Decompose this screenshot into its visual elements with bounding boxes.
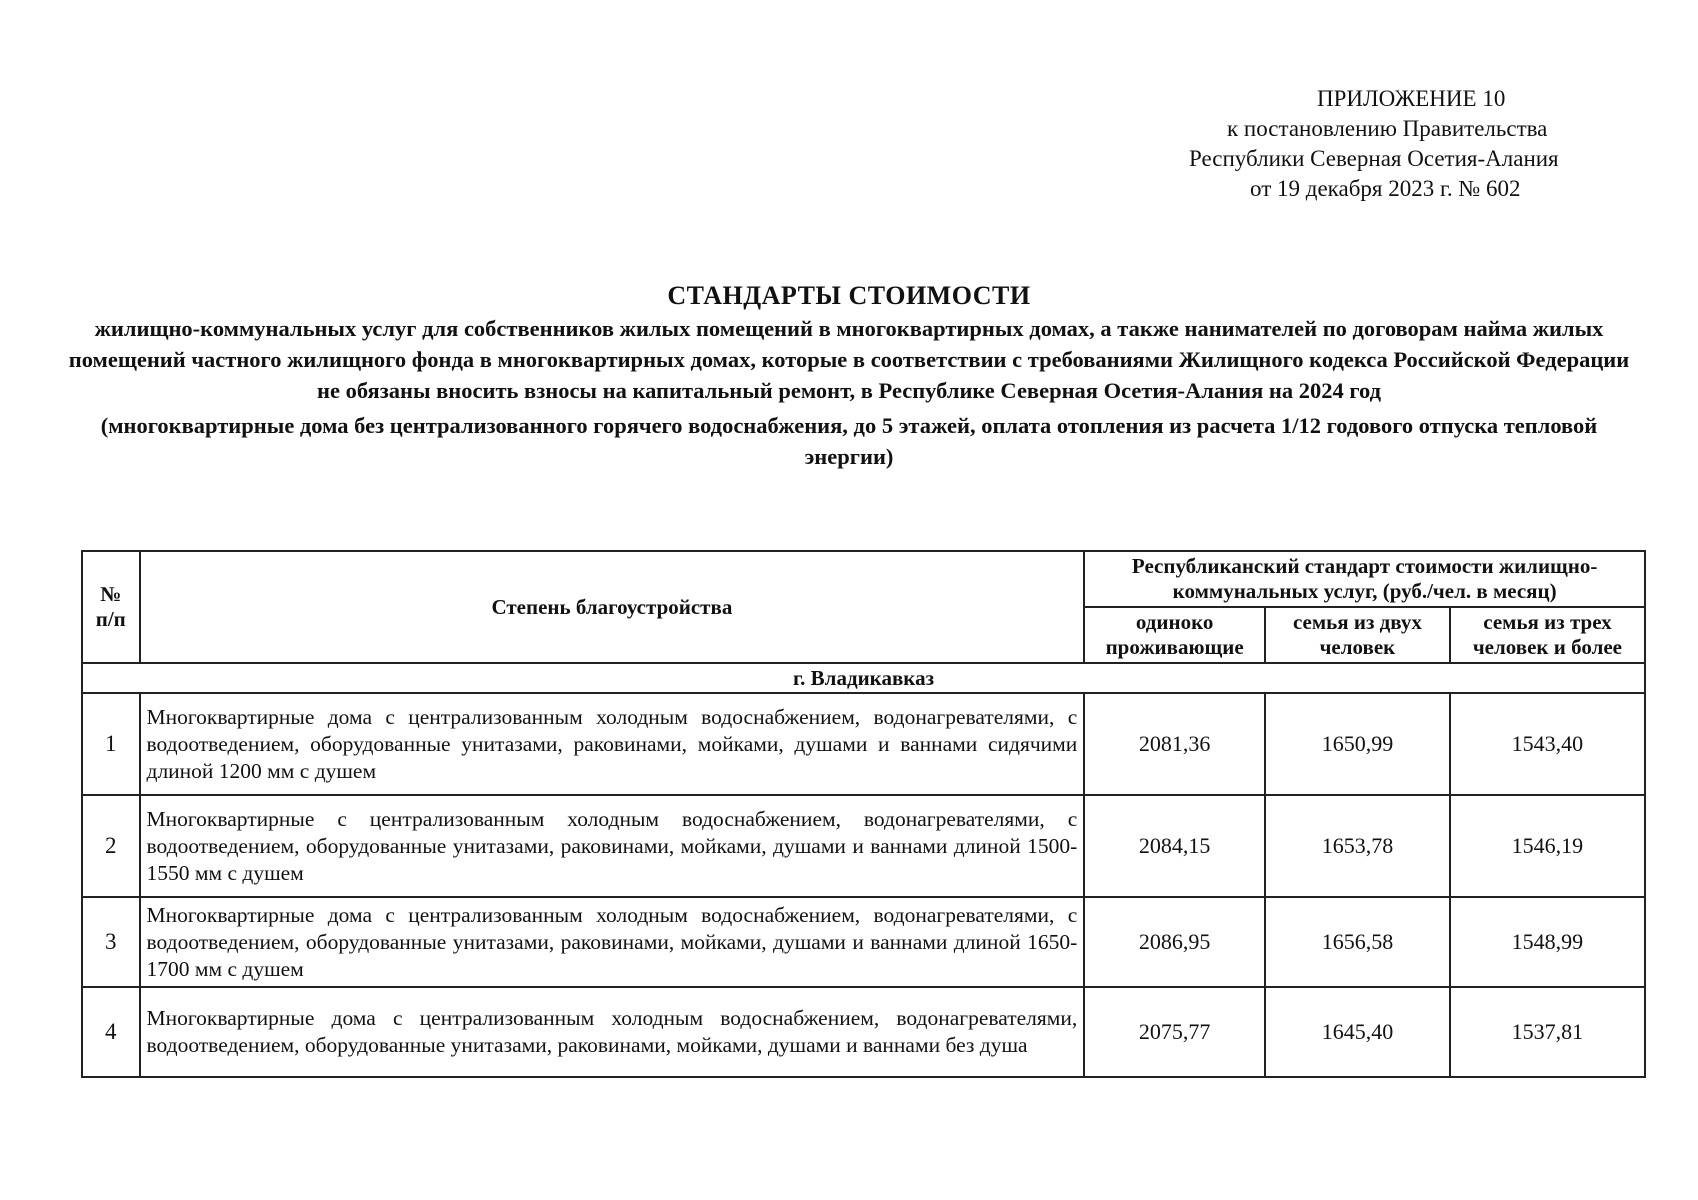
value-two: 1656,58 — [1265, 897, 1450, 987]
row-number: 2 — [82, 795, 140, 897]
header-two: семья из двух человек — [1265, 607, 1450, 663]
table-row — [82, 693, 1645, 795]
row-description: Многоквартирные дома с централизованным холодным водоснабжением, водонагревателями, с водоотведением, оборудованные унитазами, раковинами, мойками, душами и ваннами сидячими длиной 1200 мм с душем — [140, 693, 1085, 795]
value-three: 1537,81 — [1450, 987, 1645, 1077]
standards-table — [81, 550, 1646, 1078]
header-num: № п/п — [82, 551, 140, 663]
value-two: 1653,78 — [1265, 795, 1450, 897]
value-single: 2081,36 — [1084, 693, 1265, 795]
value-single: 2084,15 — [1084, 795, 1265, 897]
appendix-number: ПРИЛОЖЕНИЕ 10 — [1317, 86, 1506, 111]
row-number: 3 — [82, 897, 140, 987]
row-number: 4 — [82, 987, 140, 1077]
document-title: СТАНДАРТЫ СТОИМОСТИ — [667, 281, 1031, 310]
table-row — [82, 897, 1645, 987]
value-two: 1645,40 — [1265, 987, 1450, 1077]
header-three: семья из трех человек и более — [1450, 607, 1645, 663]
row-description: Многоквартирные дома с централизованным холодным водоснабжением, водонагревателями, водоотведением, оборудованные унитазами, раковинами, мойками, душами и ваннами без душа — [140, 987, 1085, 1077]
value-three: 1543,40 — [1450, 693, 1645, 795]
city-name: г. Владикавказ — [82, 663, 1645, 693]
table-row — [82, 795, 1645, 897]
header-standard: Республиканский стандарт стоимости жилищно-коммунальных услуг, (руб./чел. в месяц) — [1084, 551, 1645, 607]
header-degree: Степень благоустройства — [140, 551, 1085, 663]
appendix-ref-line: Республики Северная Осетия-Алания — [1189, 146, 1559, 171]
city-row — [82, 663, 1645, 693]
value-two: 1650,99 — [1265, 693, 1450, 795]
value-three: 1548,99 — [1450, 897, 1645, 987]
row-number: 1 — [82, 693, 140, 795]
table-row — [82, 987, 1645, 1077]
value-single: 2086,95 — [1084, 897, 1265, 987]
value-single: 2075,77 — [1084, 987, 1265, 1077]
row-description: Многоквартирные дома с централизованным холодным водоснабжением, водонагревателями, с водоотведением, оборудованные унитазами, раковинами, мойками, душами и ваннами длиной 1650-1700 мм с душем — [140, 897, 1085, 987]
appendix-header — [1130, 84, 1648, 204]
document-subtitle: жилищно-коммунальных услуг для собственников жилых помещений в многоквартирных домах, а также нанимателей по договорам найма жилых помещений частного жилищного фонда в многоквартирных домах, которые в соответствии с требованиями Жилищного кодекса Российской Федерации не обязаны вносить взносы на капитальный ремонт, в Республике Северная Осетия-Алания на 2024 год — [68, 316, 1630, 403]
document-note: (многоквартирные дома без централизованного горячего водоснабжения, до 5 этажей, оплата отопления из расчета 1/12 годового отпуска тепловой энергии) — [100, 413, 1598, 469]
appendix-date: от 19 декабря 2023 г. № 602 — [1250, 176, 1521, 201]
header-single: одиноко проживающие — [1084, 607, 1265, 663]
document-title-block — [60, 279, 1638, 472]
row-description: Многоквартирные с централизованным холодным водоснабжением, водонагревателями, с водоотведением, оборудованные унитазами, раковинами, мойками, душами и ваннами длиной 1500-1550 мм с душем — [140, 795, 1085, 897]
appendix-ref-line: к постановлению Правительства — [1227, 116, 1548, 141]
value-three: 1546,19 — [1450, 795, 1645, 897]
